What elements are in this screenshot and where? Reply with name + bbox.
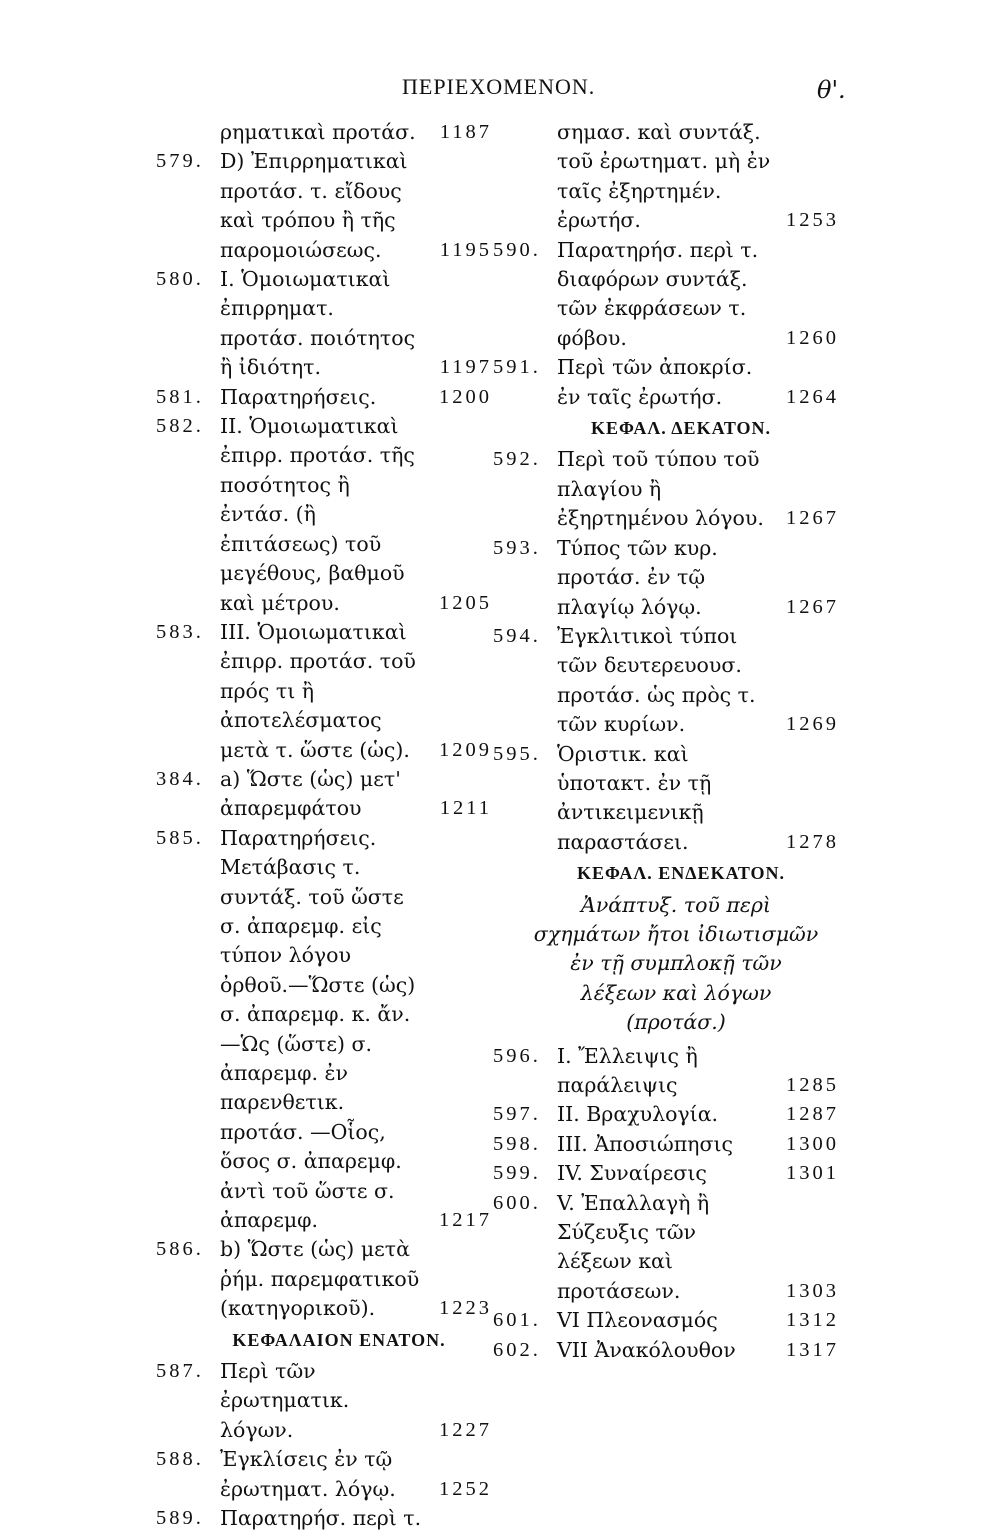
page-reference: 1267 [786, 507, 839, 530]
toc-entry [493, 1336, 839, 1365]
toc-entry [156, 1235, 492, 1323]
page-reference: 1253 [786, 209, 839, 232]
section-title: Παρατηρήσεις. [220, 384, 377, 409]
page-reference: 1301 [786, 1162, 839, 1185]
section-number: 590. [493, 238, 541, 261]
section-number: 599. [493, 1162, 541, 1185]
section-title: Ἐγκλίσεις ἐν τῷ ἐρωτηματ. λόγῳ. [220, 1447, 396, 1501]
section-title: Παρατηρήσ. περὶ τ. διαφόρων συντάξ. τῶν ἐκφράσεων τ. φόβου. [557, 237, 759, 350]
section-number: 588. [156, 1448, 204, 1471]
toc-entry [156, 147, 492, 265]
section-number: 600. [493, 1191, 541, 1214]
section-title: V. Ἐπαλλαγὴ ἢ Σύζευξις τῶν λέξεων καὶ προτάσεων. [557, 1190, 710, 1303]
page-reference: 1200 [439, 385, 492, 408]
chapter-intro: Ἀνάπτυξ. τοῦ περὶ σχημάτων ἤτοι ἰδιωτισμῶν ἐν τῇ συμπλοκῇ τῶν λέξεων καὶ λόγων (προτάσ.) [533, 892, 819, 1035]
section-number: 587. [156, 1360, 204, 1383]
page-reference: 1264 [786, 385, 839, 408]
page-reference: 1287 [786, 1103, 839, 1126]
toc-entry [493, 622, 839, 740]
section-title: σημασ. καὶ συντάξ. τοῦ ἐρωτηματ. μὴ ἐν ταῖς ἐξηρτημέν. ἐρωτήσ. [557, 120, 771, 233]
page-reference: 1205 [439, 591, 492, 614]
section-title: Παρατηρήσ. περὶ τ. [220, 1506, 422, 1531]
page-reference: 1260 [786, 326, 839, 349]
toc-left-column [156, 118, 492, 1534]
toc-entry [156, 1504, 492, 1533]
section-number: 581. [156, 385, 204, 408]
page-reference: 1303 [786, 1279, 839, 1302]
toc-entry [493, 534, 839, 622]
toc-entry [156, 383, 492, 412]
toc-entry [493, 1100, 839, 1129]
toc-entry [156, 765, 492, 824]
section-title: Περὶ τῶν ἐρωτηματικ. λόγων. [220, 1359, 350, 1442]
section-title: a) Ὥστε (ὡς) μετ' ἀπαρεμφάτου [220, 766, 401, 821]
page-reference: 1197 [439, 356, 492, 379]
section-number: 593. [493, 536, 541, 559]
page-number: θ'. [817, 76, 846, 104]
section-title: II. Βραχυλογία. [557, 1102, 719, 1127]
section-number: 583. [156, 620, 204, 643]
toc-entry [493, 1042, 839, 1101]
toc-entry [493, 236, 839, 354]
page-reference: 1317 [786, 1338, 839, 1361]
page-reference: 1269 [786, 713, 839, 736]
toc-entry [156, 824, 492, 1236]
section-number: 596. [493, 1044, 541, 1067]
section-title: Ὁριστικ. καὶ ὑποτακτ. ἐν τῇ ἀντικειμενικῇ παραστάσει. [557, 741, 712, 854]
section-number: 597. [493, 1103, 541, 1126]
page-reference: 1285 [786, 1074, 839, 1096]
section-title: I. Ὁμοιωματικαὶ ἐπιρρηματ. προτάσ. ποιότητος ἢ ἰδιότητ. [220, 267, 416, 380]
chapter-heading: ΚΕΦΑΛ. ΔΕΚΑΤΟΝ. [591, 418, 771, 439]
section-title: I. Ἔλλειψις ἢ παράλειψις [557, 1043, 698, 1097]
toc-entry [493, 1130, 839, 1159]
section-title: VII Ἀνακόλουθον [557, 1337, 736, 1362]
section-number: 384. [156, 767, 204, 790]
page-reference: 1227 [439, 1418, 492, 1441]
page-reference: 1278 [786, 830, 839, 853]
section-number: 589. [156, 1507, 204, 1530]
section-number: 595. [493, 742, 541, 765]
section-number: 601. [493, 1309, 541, 1332]
page-reference: 1252 [439, 1477, 492, 1500]
toc-entry [156, 265, 492, 383]
page-reference: 1267 [786, 595, 839, 618]
running-title: ΠΕΡΙΕΧΟΜΕΝΟΝ. [402, 74, 596, 99]
section-number: 602. [493, 1338, 541, 1361]
page-reference: 1312 [786, 1309, 839, 1332]
section-number: 582. [156, 415, 204, 438]
toc-entry [156, 1357, 492, 1445]
page-reference: 1211 [439, 797, 492, 820]
section-title: Παρατηρήσεις. Μετάβασις τ. συντάξ. τοῦ ὥστε σ. ἀπαρεμφ. εἰς τύπον λόγου ὀρθοῦ.—Ὥστε (ὡς) σ. ἀπαρεμφ. κ. ἄν.—Ὡς (ὥστε) σ. ἀπαρεμφ. ἐν παρενθετικ. προτάσ. —Οἷος, ὅσος σ. ἀπαρεμφ. ἀντὶ τοῦ ὥστε σ. ἀπαρεμφ. [220, 825, 416, 1233]
toc-entry [156, 412, 492, 618]
section-title: III. Ἀποσιώπησις [557, 1131, 733, 1156]
section-title: IV. Συναίρεσις [557, 1161, 707, 1186]
section-number: 594. [493, 624, 541, 647]
toc-entry [493, 1306, 839, 1335]
toc-entry [493, 445, 839, 533]
section-number: 598. [493, 1132, 541, 1155]
page-reference: 1300 [786, 1132, 839, 1155]
section-number: 585. [156, 826, 204, 849]
section-title: Ἐγκλιτικοὶ τύποι τῶν δευτερευουσ. προτάσ. ὡς πρὸς τ. τῶν κυρίων. [557, 623, 756, 737]
page-reference: 1195 [439, 238, 492, 261]
toc-entry [493, 740, 839, 858]
section-title: II. Ὁμοιωματικαὶ ἐπιρρ. προτάσ. τῆς ποσότητος ἢ ἐντάσ. (ἢ ἐπιτάσεως) τοῦ μεγέθους, βαθμοῦ καὶ μέτρου. [220, 414, 415, 615]
chapter-heading: ΚΕΦΑΛ. ΕΝΔΕΚΑΤΟΝ. [577, 863, 785, 884]
toc-entry [493, 1159, 839, 1188]
toc-right-column [493, 118, 839, 1365]
chapter-heading: ΚΕΦΑΛΑΙΟΝ ΕΝΑΤΟΝ. [232, 1329, 446, 1350]
toc-entry [156, 618, 492, 765]
toc-entry [493, 118, 839, 236]
section-number: 591. [493, 356, 541, 379]
section-title: VI Πλεονασμός [557, 1308, 718, 1333]
section-title: Περὶ τῶν ἀποκρίσ. ἐν ταῖς ἐρωτήσ. [557, 355, 753, 409]
page-reference: 1187 [439, 121, 492, 143]
toc-entry [156, 1445, 492, 1504]
section-number: 586. [156, 1238, 204, 1261]
page-reference: 1209 [439, 738, 492, 761]
toc-entry [493, 1189, 839, 1307]
toc-entry [156, 118, 492, 147]
section-title: Περὶ τοῦ τύπου τοῦ πλαγίου ἢ ἐξηρτημένου λόγου. [557, 447, 764, 531]
page-reference: 1223 [439, 1297, 492, 1320]
toc-entry [493, 353, 839, 412]
section-title: D) Ἐπιρρηματικαὶ προτάσ. τ. εἴδους καὶ τρόπου ἢ τῆς παρομοιώσεως. [220, 149, 408, 262]
section-title: Τύπος τῶν κυρ. προτάσ. ἐν τῷ πλαγίῳ λόγῳ. [557, 535, 718, 619]
section-title: b) Ὥστε (ὡς) μετὰ ῥήμ. παρεμφατικοῦ (κατηγορικοῦ). [220, 1237, 420, 1321]
section-title: III. Ὁμοιωματικαὶ ἐπιρρ. προτάσ. τοῦ πρός τι ἢ ἀποτελέσματος μετὰ τ. ὥστε (ὡς). [220, 619, 416, 762]
page-header [0, 70, 1002, 110]
section-number: 579. [156, 150, 204, 173]
page-reference: 1217 [439, 1209, 492, 1232]
section-number: 580. [156, 268, 204, 291]
section-title: ρηματικαὶ προτάσ. [220, 120, 416, 144]
section-number: 592. [493, 448, 541, 471]
